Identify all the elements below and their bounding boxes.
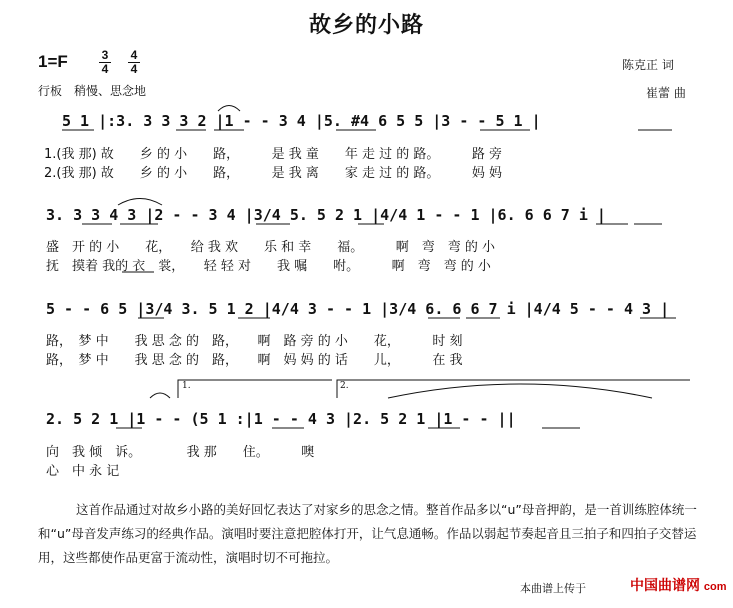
lyrics-line-4-verse-1: 向 我 倾 诉。 我 那 住。 噢 (46, 445, 315, 460)
time-bottom: 4 (128, 62, 140, 76)
lyrics-line-1-verse-1: 1.(我 那) 故 乡 的 小 路， 是 我 童 年 走 过 的 路。 路 旁 (44, 147, 503, 162)
lyrics-line-3-verse-1: 路， 梦 中 我 思 念 的 路， 啊 路 旁 的 小 花， 时 刻 (46, 334, 463, 349)
lyrics-line-2-verse-1: 盛 开 的 小 花， 给 我 欢 乐 和 幸 福。 啊 弯 弯 的 小 (46, 240, 496, 255)
lyrics-line-1-verse-2: 2.(我 那) 故 乡 的 小 路， 是 我 离 家 走 过 的 路。 妈 妈 (44, 166, 503, 181)
volta-1-bracket (178, 380, 332, 398)
time-top: 3 (101, 48, 109, 62)
composer-credit: 崔蕾 曲 (646, 86, 686, 100)
lyrics-line-3-verse-2: 路， 梦 中 我 思 念 的 路， 啊 妈 妈 的 话 儿， 在 我 (46, 353, 463, 368)
score-line-4: 2. 5 2 1 |1 - - (5 1 :|1 - - 4 3 |2. 5 2 1 |1 - - || (46, 410, 516, 428)
score-line-1: 5 1 |:3. 3 3 3 2 |1 - - 3 4 |5. #4 6 5 5 |3 - - 5 1 | (62, 112, 541, 130)
score-line-3: 5 - - 6 5 |3/4 3. 5 1 2 |4/4 3 - - 1 |3/4 6. 6 6 7 i |4/4 5 - - 4 3 | (46, 300, 670, 318)
page-title: 故乡的小路 (308, 13, 424, 38)
tempo-marking: 行板 稍慢、思念地 (38, 84, 147, 98)
slur (218, 106, 240, 112)
slur (150, 393, 170, 398)
volta-1-label: 1. (182, 381, 191, 391)
score-line-2: 3. 3 3 4 3 |2 - - 3 4 |3/4 5. 5 2 1 |4/4 1 - - 1 |6. 6 6 7 i | (46, 206, 606, 224)
slur (388, 384, 652, 398)
site-logo[interactable] (630, 575, 727, 595)
logo-domain: com (703, 581, 727, 593)
description-text: 这首作品通过对故乡小路的美好回忆表达了对家乡的思念之情。整首作品多以“u”母音押韵，是一首训练腔体统一和“u”母音发声练习的经典作品。演唱时要注意把腔体打开，让气息通畅。作品以弱起节奏起音且三拍子和四拍子交替运用，这些都使作品更富于流动性，演唱时切不可拖拉。 (38, 502, 697, 565)
upload-note: 本曲谱上传于 (520, 582, 586, 595)
lyrics-line-2-verse-2: 抚 摸着 我的 衣 裳， 轻 轻 对 我 嘱 咐。 啊 弯 弯 的 小 (46, 259, 491, 274)
key-signature: 1=F (38, 52, 68, 71)
time-top: 4 (130, 48, 138, 62)
time-bottom: 4 (99, 62, 111, 76)
lyrics-line-4-verse-2: 心 中 永 记 (46, 464, 120, 479)
slur (118, 199, 162, 206)
lyricist-credit: 陈克正 词 (622, 58, 674, 72)
volta-2-label: 2. (340, 381, 349, 391)
logo-brand: 中国曲谱网 (630, 577, 700, 593)
